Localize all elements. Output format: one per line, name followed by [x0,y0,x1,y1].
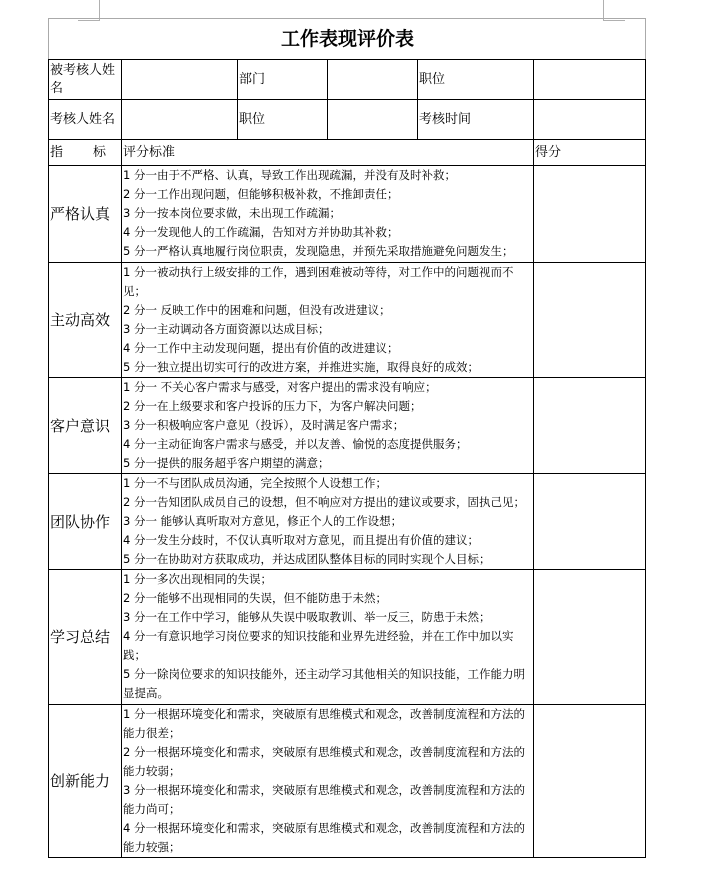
section-row [49,705,646,858]
section-name: 学习总结 [49,570,122,705]
section-row [49,474,646,570]
score-field[interactable] [534,166,646,263]
criteria-item: 5 分一除岗位要求的知识技能外，还主动学习其他相关的知识技能，工作能力明显提高。 [123,667,525,700]
criteria-item: 1 分一被动执行上级安排的工作，遇到困难被动等待，对工作中的问题视而不见； [123,265,514,298]
evaluator-position-field[interactable] [328,100,418,140]
criteria-item: 4 分一主动征询客户需求与感受，并以友善、愉悦的态度提供服务； [123,437,468,451]
criteria-item: 2 分一根据环境变化和需求，突破原有思维模式和观念，改善制度流程和方法的能力较弱； [123,745,525,778]
criteria-item: 2 分一在上级要求和客户投诉的压力下，为客户解决问题； [123,399,422,413]
section-row [49,166,646,263]
score-field[interactable] [534,378,646,474]
label-evaluation-time: 考核时间 [418,100,534,140]
criteria-item: 4 分一工作中主动发现问题，提出有价值的改进建议； [123,341,399,355]
section-name: 客户意识 [49,378,122,474]
criteria-item: 3 分一根据环境变化和需求，突破原有思维模式和观念，改善制度流程和方法的能力尚可； [123,783,525,816]
criteria-item: 5 分一提供的服务超乎客户期望的满意； [123,456,330,470]
label-evaluator-position: 职位 [238,100,328,140]
position-field[interactable] [534,60,646,100]
criteria-item: 1 分一 不关心客户需求与感受，对客户提出的需求没有响应； [123,380,437,394]
criteria-cell [122,705,534,858]
department-field[interactable] [328,60,418,100]
evaluation-time-field[interactable] [534,100,646,140]
header-criteria: 评分标准 [122,140,534,166]
criteria-item: 4 分一发现他人的工作疏漏，告知对方并协助其补救； [123,225,399,239]
header-indicator [49,140,122,166]
criteria-item: 3 分一 能够认真听取对方意见，修正个人的工作设想； [123,514,403,528]
criteria-cell [122,263,534,378]
evaluatee-name-field[interactable] [122,60,238,100]
criteria-item: 1 分一多次出现相同的失误； [123,572,272,586]
criteria-item: 3 分一在工作中学习，能够从失误中吸取教训、举一反三，防患于未然； [123,610,491,624]
score-field[interactable] [534,263,646,378]
evaluator-name-field[interactable] [122,100,238,140]
score-field[interactable] [534,705,646,858]
section-name: 团队协作 [49,474,122,570]
score-field[interactable] [534,570,646,705]
label-evaluatee-name: 被考核人姓名 [49,60,122,100]
criteria-item: 4 分一有意识地学习岗位要求的知识技能和业界先进经验，并在工作中加以实践； [123,629,514,662]
criteria-item: 5 分一严格认真地履行岗位职责，发现隐患，并预先采取措施避免问题发生； [123,244,514,258]
criteria-item: 2 分一 反映工作中的困难和问题，但没有改进建议； [123,303,391,317]
header-row [49,140,646,166]
score-field[interactable] [534,474,646,570]
criteria-item: 3 分一积极响应客户意见（投诉），及时满足客户需求； [123,418,405,432]
criteria-item: 4 分一发生分歧时，不仅认真听取对方意见，而且提出有价值的建议； [123,533,479,547]
criteria-item: 1 分一由于不严格、认真，导致工作出现疏漏，并没有及时补救； [123,168,456,182]
section-row [49,263,646,378]
criteria-cell [122,570,534,705]
page-title: 工作表现评价表 [49,19,646,60]
section-name: 主动高效 [49,263,122,378]
criteria-item: 2 分一工作出现问题，但能够积极补救，不推卸责任； [123,187,399,201]
criteria-item: 5 分一在协助对方获取成功，并达成团队整体目标的同时实现个人目标； [123,552,491,566]
criteria-item: 2 分一告知团队成员自己的设想，但不响应对方提出的建议或要求，固执己见； [123,495,525,509]
label-department: 部门 [238,60,328,100]
criteria-item: 2 分一能够不出现相同的失误，但不能防患于未然； [123,591,387,605]
criteria-cell [122,166,534,263]
header-indicator-a: 指 [50,144,64,160]
criteria-item: 3 分一按本岗位要求做，未出现工作疏漏； [123,206,341,220]
criteria-item: 4 分一根据环境变化和需求，突破原有思维模式和观念，改善制度流程和方法的能力较强； [123,821,525,854]
header-score: 得分 [534,140,646,166]
section-row [49,570,646,705]
header-indicator-b: 标 [93,144,107,160]
criteria-item: 1 分一根据环境变化和需求，突破原有思维模式和观念，改善制度流程和方法的能力很差； [123,707,525,740]
section-name: 严格认真 [49,166,122,263]
section-row [49,378,646,474]
info-row [49,100,646,140]
label-position: 职位 [418,60,534,100]
criteria-cell [122,474,534,570]
info-row [49,60,646,100]
evaluation-table [48,18,646,858]
criteria-item: 3 分一主动调动各方面资源以达成目标； [123,322,330,336]
section-name: 创新能力 [49,705,122,858]
criteria-item: 1 分一不与团队成员沟通，完全按照个人设想工作； [123,476,387,490]
criteria-cell [122,378,534,474]
label-evaluator-name: 考核人姓名 [49,100,122,140]
criteria-item: 5 分一独立提出切实可行的改进方案，并推进实施，取得良好的成效； [123,360,479,374]
